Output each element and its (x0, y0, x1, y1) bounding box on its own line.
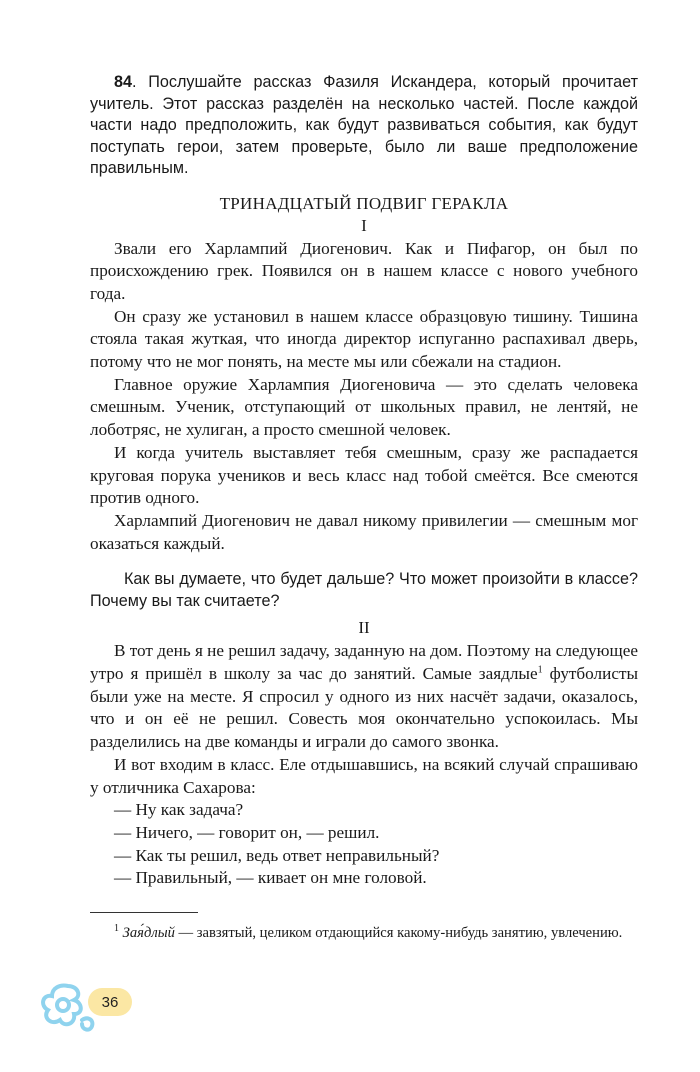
dialogue-line: — Как ты решил, ведь ответ неправильный? (114, 845, 440, 865)
footnote-divider (90, 912, 198, 913)
paragraph: И когда учитель выставляет тебя смешным, сразу же распадается круговая порука учеников и весь класс над тобой смеётся. Все смеются против одного. (90, 442, 638, 508)
footnote (90, 923, 638, 943)
task-text: . Послушайте рассказ Фазиля Искандера, который прочитает учитель. Этот рассказ разделён на несколько частей. После каждой части надо предположить, как будут развиваться события, как будут поступать герои, затем проверьте, было ли ваше предположение правильным. (90, 73, 638, 177)
footnote-marker: 1 (114, 923, 119, 935)
task-84 (90, 72, 638, 180)
page-number-badge (38, 980, 148, 1036)
dialogue-line: — Ничего, — говорит он, — решил. (114, 822, 380, 842)
paragraph: Звали его Харлампий Диогенович. Как и Пифагор, он был по происхождению грек. Появился он в нашем классе с нового учебного года. (90, 238, 638, 303)
paragraph-text: футболисты были уже на месте. Я спросил у одного из них насчёт задачи, оказалось, что и он её не решил. Совесть моя окончательно успокоилась. Мы разделились на две команды и играли до самого звонка. (90, 664, 639, 752)
page-content (90, 72, 638, 943)
page-number: 36 (88, 988, 132, 1016)
paragraph: И вот входим в класс. Еле отдышавшись, на всякий случай спрашиваю у отличника Сахарова: (90, 754, 638, 797)
footnote-term: Зая́длый (122, 925, 175, 942)
part-numeral-1: I (361, 215, 367, 235)
dialogue-line: — Ну как задача? (114, 800, 244, 820)
task-number: 84 (114, 73, 133, 91)
paragraph (90, 640, 638, 754)
paragraph: Харлампий Диогенович не давал никому привилегии — смешным мог оказаться каждый. (90, 510, 638, 553)
part-numeral-2: II (358, 618, 370, 638)
footnote-definition: — завзятый, целиком отдающийся какому-нибудь занятию, увлечению. (174, 925, 623, 942)
story-title: ТРИНАДЦАТЫЙ ПОДВИГ ГЕРАКЛА (219, 193, 509, 213)
paragraph: Он сразу же установил в нашем классе образцовую тишину. Тишина стояла такая жуткая, что иногда директор испуганно распахивал дверь, потому что не мог понять, на месте мы или сбежали на стадион. (90, 306, 638, 372)
discussion-question: Как вы думаете, что будет дальше? Что может произойти в классе? Почему вы так считаете? (90, 570, 638, 610)
footnote-marker: 1 (537, 664, 543, 676)
paragraph-text: В тот день я не решил задачу, заданную на дом. Поэтому на следующее утро я пришёл в школу за час до занятий. Самые заядлые (90, 641, 638, 684)
paragraph: Главное оружие Харлампия Диогеновича — это сделать человека смешным. Ученик, отступающий от школьных правил, не лентяй, не лоботряс, не хулиган, а просто смешной человек. (90, 374, 638, 440)
dialogue-line: — Правильный, — кивает он мне головой. (114, 868, 427, 888)
